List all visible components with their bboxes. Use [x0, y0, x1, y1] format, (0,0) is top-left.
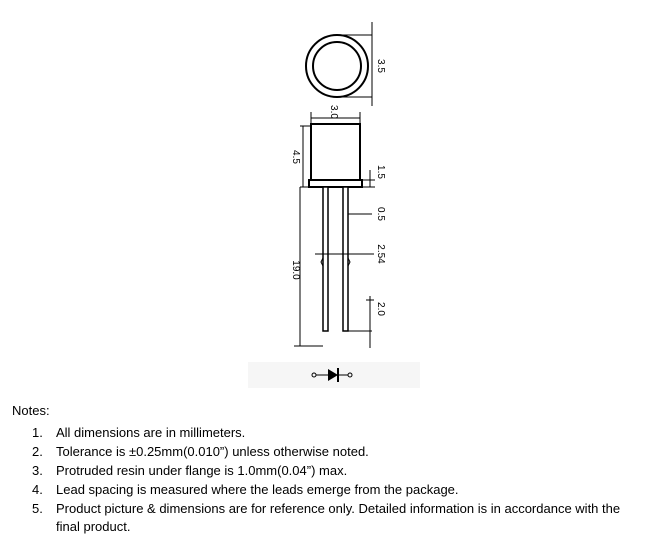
dim-body-width: 3.0 — [328, 105, 339, 119]
list-item: 2. Tolerance is ±0.25mm(0.010”) unless otherwise noted. — [32, 444, 369, 459]
notes-section — [12, 403, 642, 537]
list-item: 4. Lead spacing is measured where the leads emerge from the package. — [32, 482, 459, 497]
dim-lead-width: 0.5 — [375, 207, 386, 221]
dim-top-diameter: 3.5 — [375, 59, 386, 73]
dim-flange-height: 1.5 — [375, 165, 386, 179]
notes-list — [12, 424, 642, 536]
list-item: 5. Product picture & dimensions are for reference only. Detailed information is in accordance with the final product. — [32, 501, 621, 534]
top-view-outer-circle — [306, 35, 368, 97]
notes-heading: Notes: — [12, 403, 50, 418]
lead-left — [323, 187, 328, 331]
list-item: 3. Protruded resin under flange is 1.0mm(0.04”) max. — [32, 463, 348, 478]
dim-lead-offset: 2.0 — [375, 302, 386, 316]
side-view — [290, 105, 386, 348]
list-item: 1. All dimensions are in millimeters. — [32, 425, 246, 440]
dim-lead-spacing: 2.54 — [375, 244, 386, 264]
top-view-inner-circle — [313, 42, 361, 90]
top-view — [306, 22, 386, 106]
led-flange — [309, 180, 362, 187]
dim-total-length: 19.0 — [290, 260, 301, 280]
led-body — [311, 124, 360, 180]
dim-body-height: 4.5 — [290, 150, 301, 164]
lead-right — [343, 187, 348, 331]
